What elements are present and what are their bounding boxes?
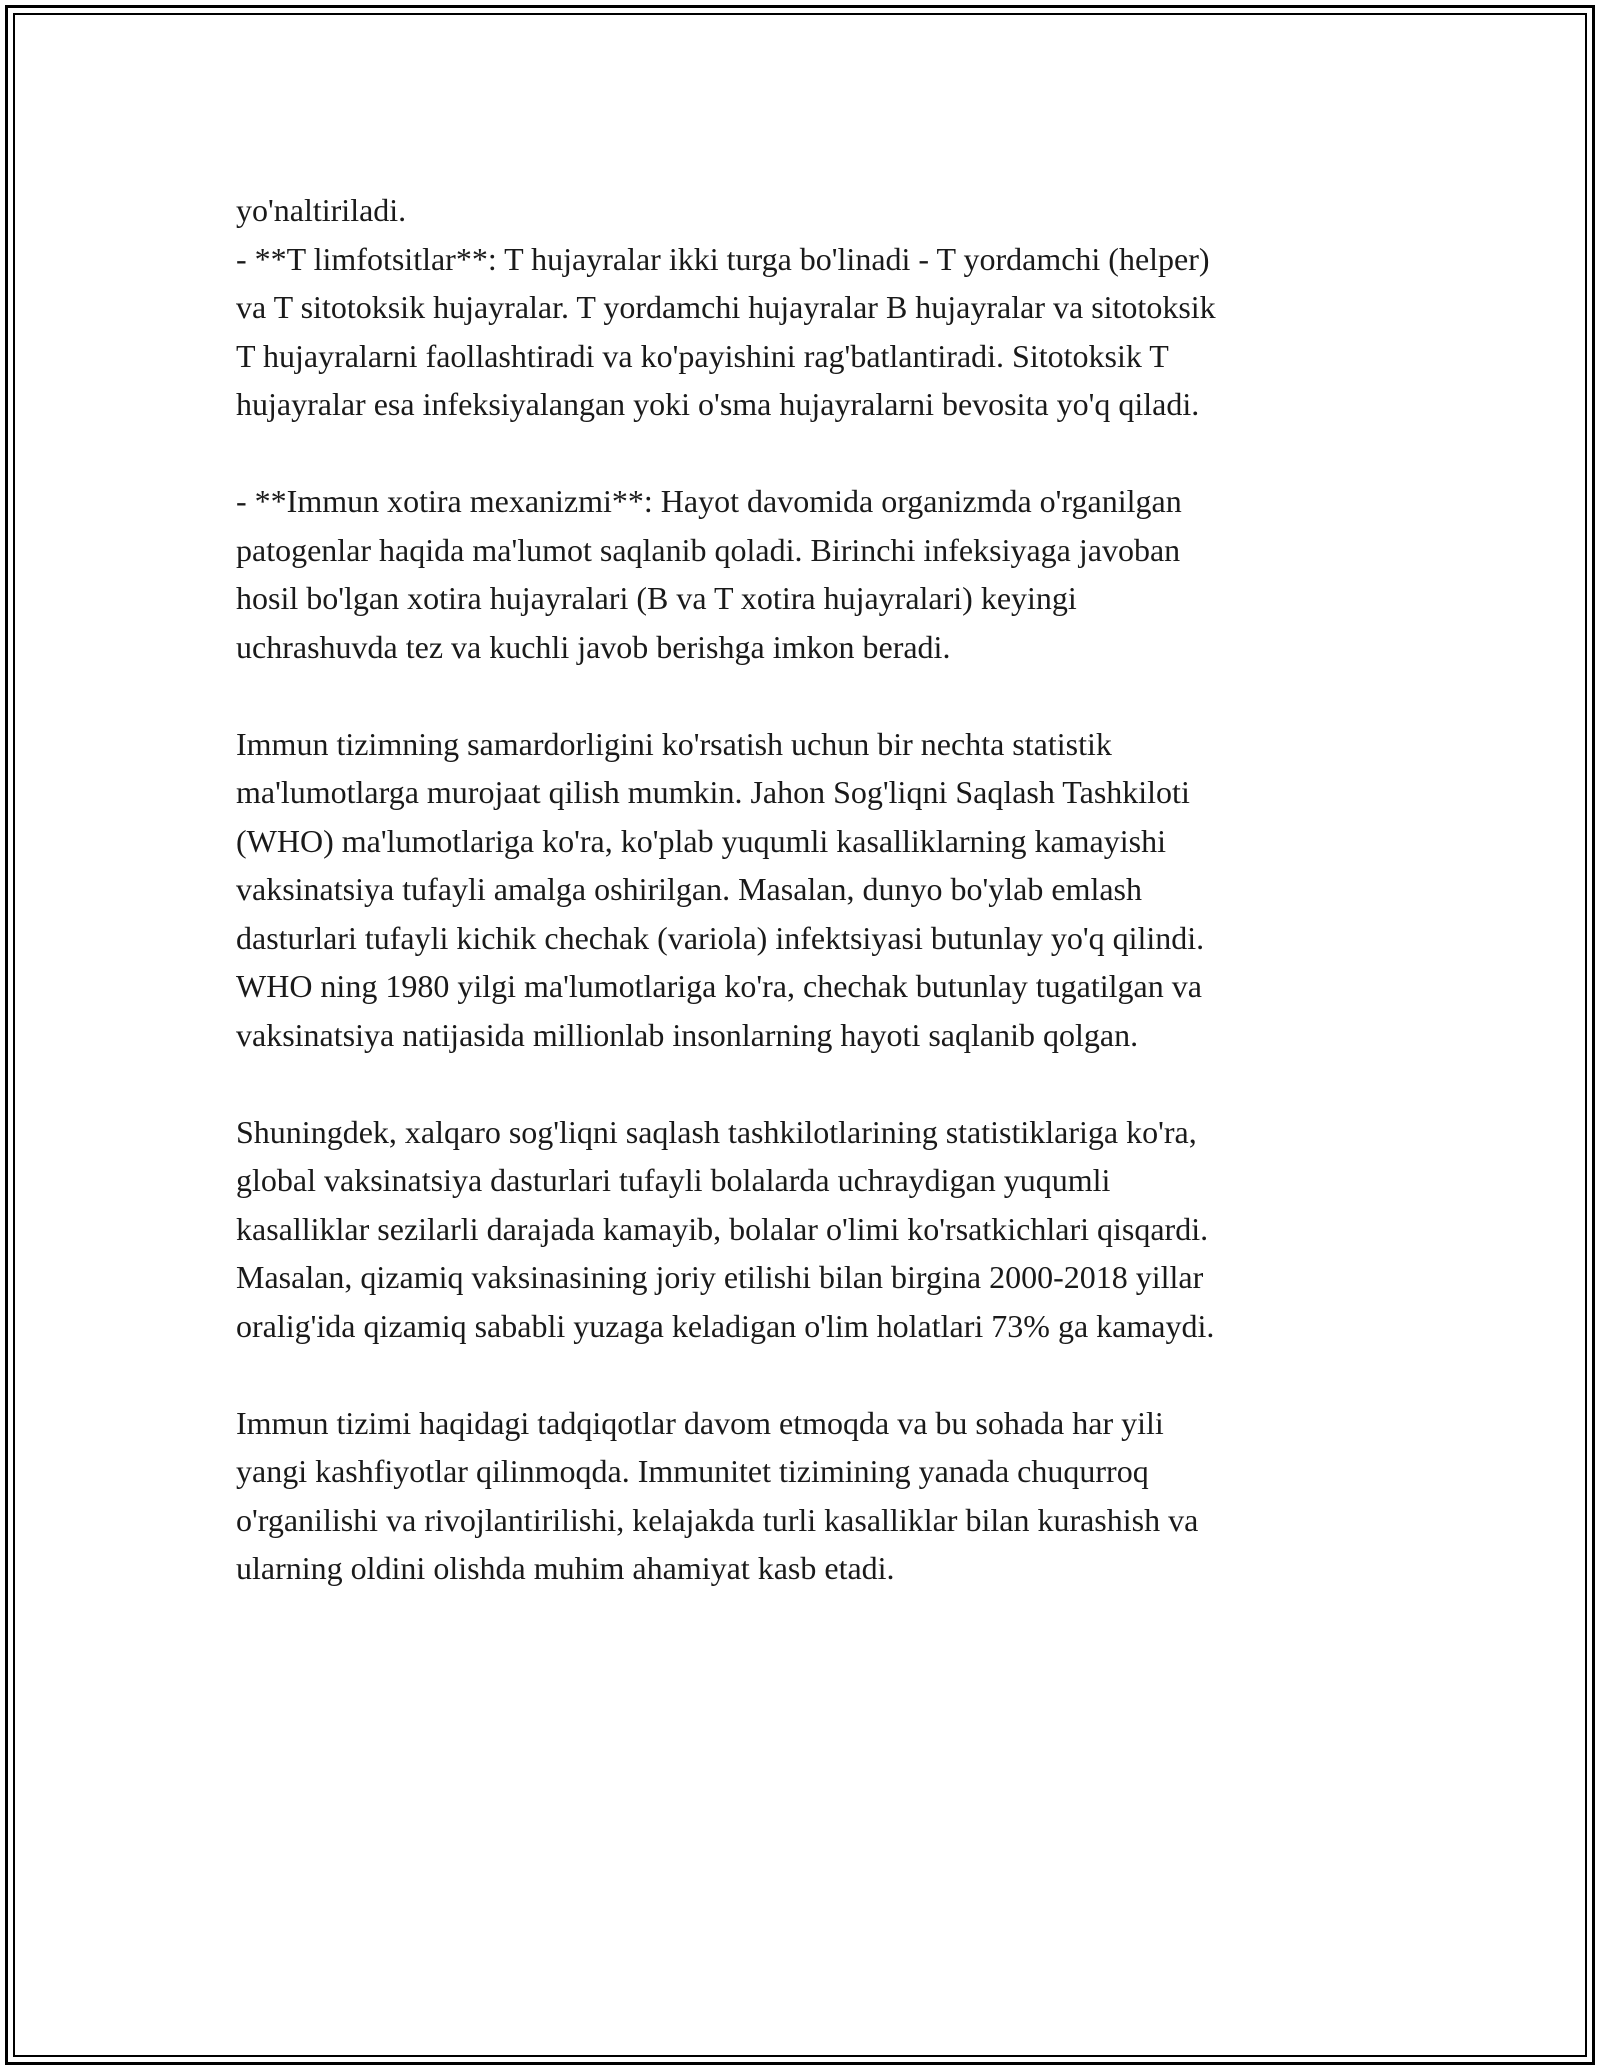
text-line: va T sitotoksik hujayralar. T yordamchi hujayralar B hujayralar va sitotoksik [236,289,1216,325]
text-line: (WHO) ma'lumotlariga ko'ra, ko'plab yuqumli kasalliklarning kamayishi [236,822,1166,859]
text-line: Immun tizimning samardorligini ko'rsatish uchun bir nechta statistik [236,725,1112,762]
text-line: oralig'ida qizamiq sababli yuzaga keladigan o'lim holatlari 73% ga kamaydi. [236,1307,1215,1344]
text-line: o'rganilishi va rivojlantirilishi, kelajakda turli kasalliklar bilan kurashish va [236,1501,1199,1538]
text-line: uchrashuvda tez va kuchli javob berishga imkon beradi. [236,628,951,665]
paragraph-who-statistics [236,720,1386,1060]
text-line: dasturlari tufayli kichik chechak (variola) infektsiyasi butunlay yo'q qilindi. [236,919,1205,956]
text-line: yangi kashfiyotlar qilinmoqda. Immunitet tizimining yanada chuqurroq [236,1453,1149,1489]
text-line: hosil bo'lgan xotira hujayralari (B va T xotira hujayralari) keyingi [236,580,1077,616]
text-line: - **T limfotsitlar**: T hujayralar ikki turga bo'linadi - T yordamchi (helper) [236,240,1210,277]
document-body [236,186,1386,1593]
text-line: global vaksinatsiya dasturlari tufayli bolalarda uchraydigan yuqumli [236,1162,1111,1198]
text-line: WHO ning 1980 yilgi ma'lumotlariga ko'ra, chechak butunlay tugatilgan va [236,968,1202,1004]
text-line: Shuningdek, xalqaro sog'liqni saqlash tashkilotlarining statistiklariga ko'ra, [236,1113,1197,1150]
text-line: hujayralar esa infeksiyalangan yoki o'sma hujayralarni bevosita yo'q qiladi. [236,386,1200,422]
paragraph-t-lymphocytes [236,186,1386,429]
text-line: T hujayralarni faollashtiradi va ko'payishini rag'batlantiradi. Sitotoksik T [236,337,1169,374]
text-line: ma'lumotlarga murojaat qilish mumkin. Jahon Sog'liqni Saqlash Tashkiloti [236,774,1190,810]
text-line: - **Immun xotira mexanizmi**: Hayot davomida organizmda o'rganilgan [236,483,1182,519]
text-line: yo'naltiriladi. [236,192,407,228]
paragraph-immune-memory [236,477,1386,671]
paragraph-vaccination-statistics [236,1108,1386,1351]
text-line: ularning oldini olishda muhim ahamiyat kasb etadi. [236,1550,895,1586]
text-line: Immun tizimi haqidagi tadqiqotlar davom etmoqda va bu sohada har yili [236,1404,1164,1441]
text-line: vaksinatsiya natijasida millionlab insonlarning hayoti saqlanib qolgan. [236,1016,1139,1053]
text-line: vaksinatsiya tufayli amalga oshirilgan. Masalan, dunyo bo'ylab emlash [236,871,1142,907]
paragraph-research-outlook [236,1399,1386,1593]
text-line: patogenlar haqida ma'lumot saqlanib qoladi. Birinchi infeksiyaga javoban [236,531,1181,568]
text-line: kasalliklar sezilarli darajada kamayib, bolalar o'limi ko'rsatkichlari qisqardi. [236,1210,1209,1247]
text-line: Masalan, qizamiq vaksinasining joriy etilishi bilan birgina 2000-2018 yillar [236,1259,1204,1295]
